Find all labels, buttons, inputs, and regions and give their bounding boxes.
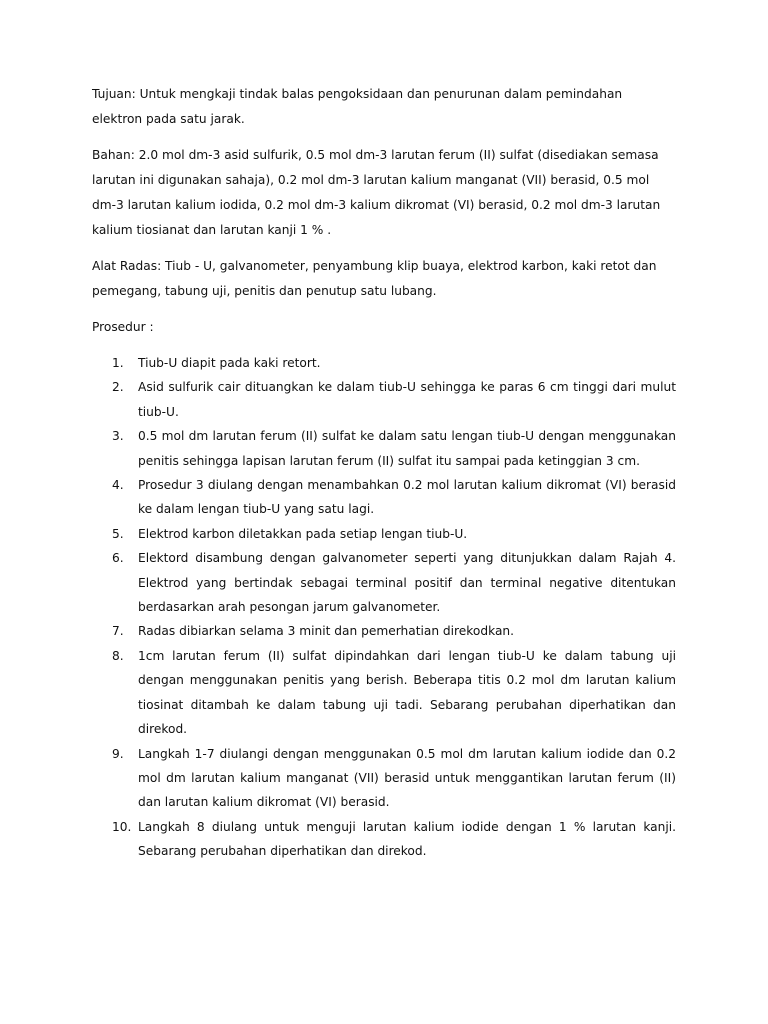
step-text: Asid sulfurik cair dituangkan ke dalam tiub-U sehingga ke paras 6 cm tinggi dari mulut tiub-U. xyxy=(138,380,676,419)
step-number: 1. xyxy=(112,356,124,370)
step-text: Tiub-U diapit pada kaki retort. xyxy=(138,356,321,370)
procedure-step xyxy=(92,619,676,643)
step-number: 5. xyxy=(112,526,124,541)
step-number: 8. xyxy=(112,648,124,663)
step-text: 0.5 mol dm larutan ferum (II) sulfat ke dalam satu lengan tiub-U dengan menggunakan penitis sehingga lapisan larutan ferum (II) sulfat itu sampai pada ketinggian 3 cm. xyxy=(138,429,676,468)
step-text: 1cm larutan ferum (II) sulfat dipindahkan dari lengan tiub-U ke dalam tabung uji dengan menggunakan penitis yang berish. Beberapa titis 0.2 mol dm larutan kalium tiosinat ditambah ke dalam tabung uji tadi. Sebarang perubahan diperhatikan dan direkod. xyxy=(138,648,676,737)
objective-paragraph: Tujuan: Untuk mengkaji tindak balas pengoksidaan dan penurunan dalam pemindahan elektron pada satu jarak. xyxy=(92,87,623,126)
procedure-step xyxy=(92,351,676,375)
step-text: Langkah 8 diulang untuk menguji larutan kalium iodide dengan 1 % larutan kanji. Sebarang perubahan diperhatikan dan direkod. xyxy=(138,819,676,859)
step-number: 6. xyxy=(112,551,124,566)
step-text: Prosedur 3 diulang dengan menambahkan 0.2 mol larutan kalium dikromat (VI) berasid ke dalam lengan tiub-U yang satu lagi. xyxy=(138,478,676,517)
step-number: 7. xyxy=(112,624,124,639)
step-number: 4. xyxy=(112,478,124,493)
step-number: 9. xyxy=(112,746,124,761)
apparatus-paragraph: Alat Radas: Tiub - U, galvanometer, penyambung klip buaya, elektrod karbon, kaki retot dan pemegang, tabung uji, penitis dan penutup satu lubang. xyxy=(92,259,657,298)
step-text: Radas dibiarkan selama 3 minit dan pemerhatian direkodkan. xyxy=(138,624,515,639)
step-text: Elektrod karbon diletakkan pada setiap lengan tiub-U. xyxy=(138,526,468,541)
procedure-step xyxy=(92,644,676,742)
procedure-step xyxy=(92,815,676,864)
procedure-step xyxy=(92,375,676,424)
step-text: Langkah 1-7 diulangi dengan menggunakan 0.5 mol dm larutan kalium iodide dan 0.2 mol dm larutan kalium manganat (VII) berasid untuk menggantikan larutan ferum (II) dan larutan kalium dikromat (VI) berasid. xyxy=(138,746,676,810)
step-text: Elektord disambung dengan galvanometer seperti yang ditunjukkan dalam Rajah 4. Elektrod yang bertindak sebagai terminal positif dan terminal negative ditentukan berdasarkan arah pesongan jarum galvanometer. xyxy=(138,551,676,615)
step-number: 2. xyxy=(112,380,124,395)
procedure-heading: Prosedur : xyxy=(92,320,154,334)
materials-paragraph: Bahan: 2.0 mol dm-3 asid sulfurik, 0.5 mol dm-3 larutan ferum (II) sulfat (disediakan semasa larutan ini digunakan sahaja), 0.2 mol dm-3 larutan kalium manganat (VII) berasid, 0.5 mol dm-3 larutan kalium iodida, 0.2 mol dm-3 kalium dikromat (VI) berasid, 0.2 mol dm-3 larutan kalium tiosianat dan larutan kanji 1 % . xyxy=(92,148,661,237)
procedure-step xyxy=(92,522,676,546)
procedure-step xyxy=(92,742,676,815)
procedure-step xyxy=(92,424,676,473)
step-number: 3. xyxy=(112,429,124,444)
step-number: 10. xyxy=(112,819,132,834)
procedure-step xyxy=(92,546,676,619)
procedure-step xyxy=(92,473,676,522)
procedure-list xyxy=(92,351,676,864)
